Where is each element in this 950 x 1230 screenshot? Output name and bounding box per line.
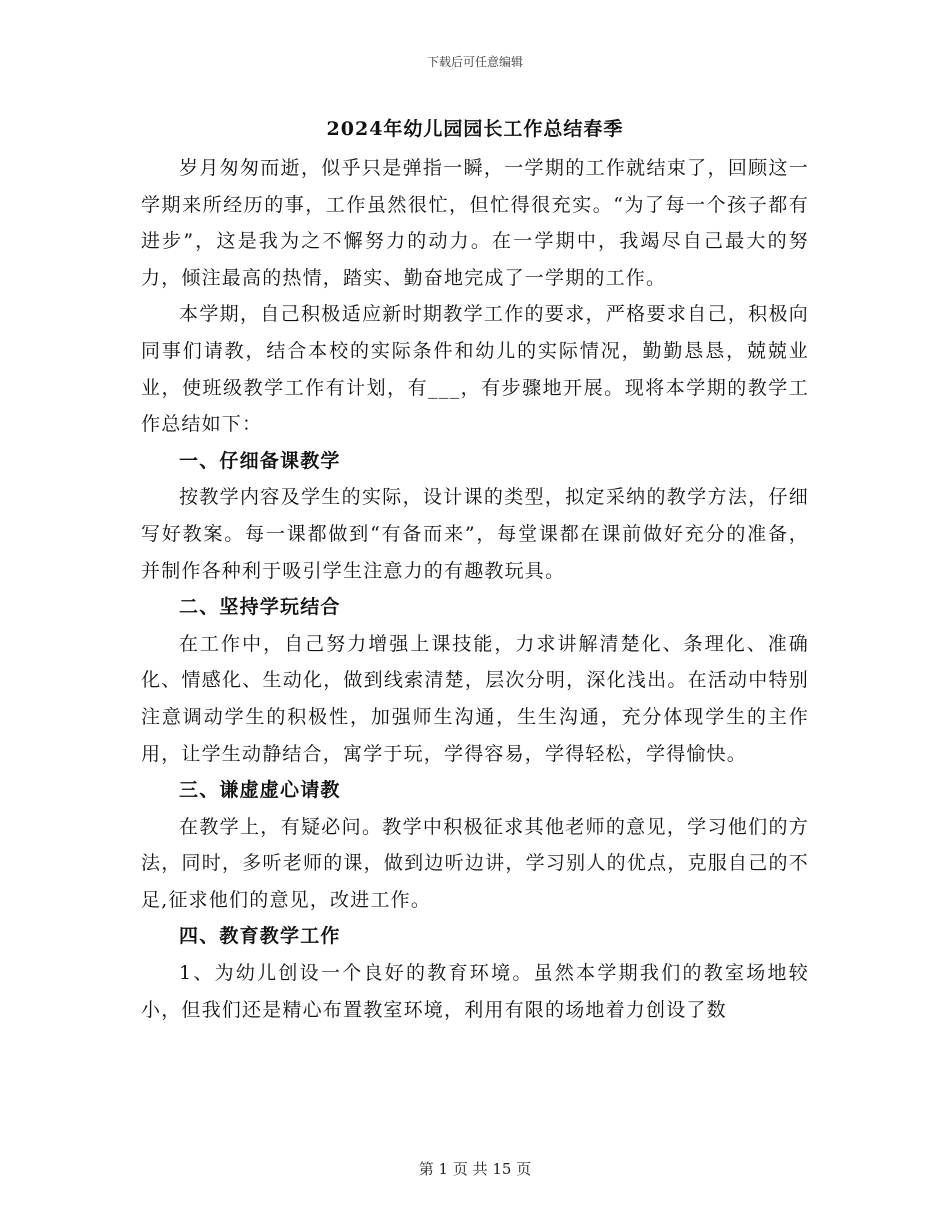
section-paragraph: 按教学内容及学生的实际，设计课的类型，拟定采纳的教学方法，仔细写好教案。每一课都做到“有备而来”，每堂课都在课前做好充分的准备，并制作各种利于吸引学生注意力的有趣教玩具。 — [141, 486, 809, 582]
section-heading: 四、教育教学工作 — [179, 925, 341, 948]
intro-paragraph: 岁月匆匆而逝，似乎只是弹指一瞬，一学期的工作就结束了，回顾这一学期来所经历的事，工作虽然很忙，但忙得很充实。“为了每一个孩子都有进步”，这是我为之不懈努力的动力。在一学期中，我竭尽自己最大的努力，倾注最高的热情，踏实、勤奋地完成了一学期的工作。 — [141, 157, 809, 289]
intro-paragraph: 本学期，自己积极适应新时期教学工作的要求，严格要求自己，积极向同事们请教，结合本校的实际条件和幼儿的实际情况，勤勤恳恳，兢兢业业，使班级教学工作有计划，有___，有步骤地开展。现将本学期的教学工作总结如下： — [141, 303, 809, 436]
section-heading: 二、坚持学玩结合 — [179, 596, 341, 619]
page-number: 第 1 页 共 15 页 — [418, 1160, 532, 1178]
section-paragraph: 在工作中，自己努力增强上课技能，力求讲解清楚化、条理化、准确化、情感化、生动化，做到线索清楚，层次分明，深化浅出。在活动中特别注意调动学生的积极性，加强师生沟通，生生沟通，充分体现学生的主作用，让学生动静结合，寓学于玩，学得容易，学得轻松，学得愉快。 — [141, 632, 809, 765]
section-paragraph: 在教学上，有疑必问。教学中积极征求其他老师的意见，学习他们的方法，同时，多听老师的课，做到边听边讲，学习别人的优点，克服自己的不足,征求他们的意见，改进工作。 — [141, 815, 809, 911]
section-heading: 一、仔细备课教学 — [179, 449, 341, 472]
section-paragraph: 1、为幼儿创设一个良好的教育环境。虽然本学期我们的教室场地较小，但我们还是精心布置教室环境，利用有限的场地着力创设了数 — [141, 962, 809, 1021]
header-note: 下载后可任意编辑 — [426, 55, 523, 69]
document-title: 2024年幼儿园园长工作总结春季 — [326, 118, 624, 140]
section-heading: 三、谦虚虚心请教 — [179, 779, 341, 802]
document-body — [141, 112, 809, 1028]
